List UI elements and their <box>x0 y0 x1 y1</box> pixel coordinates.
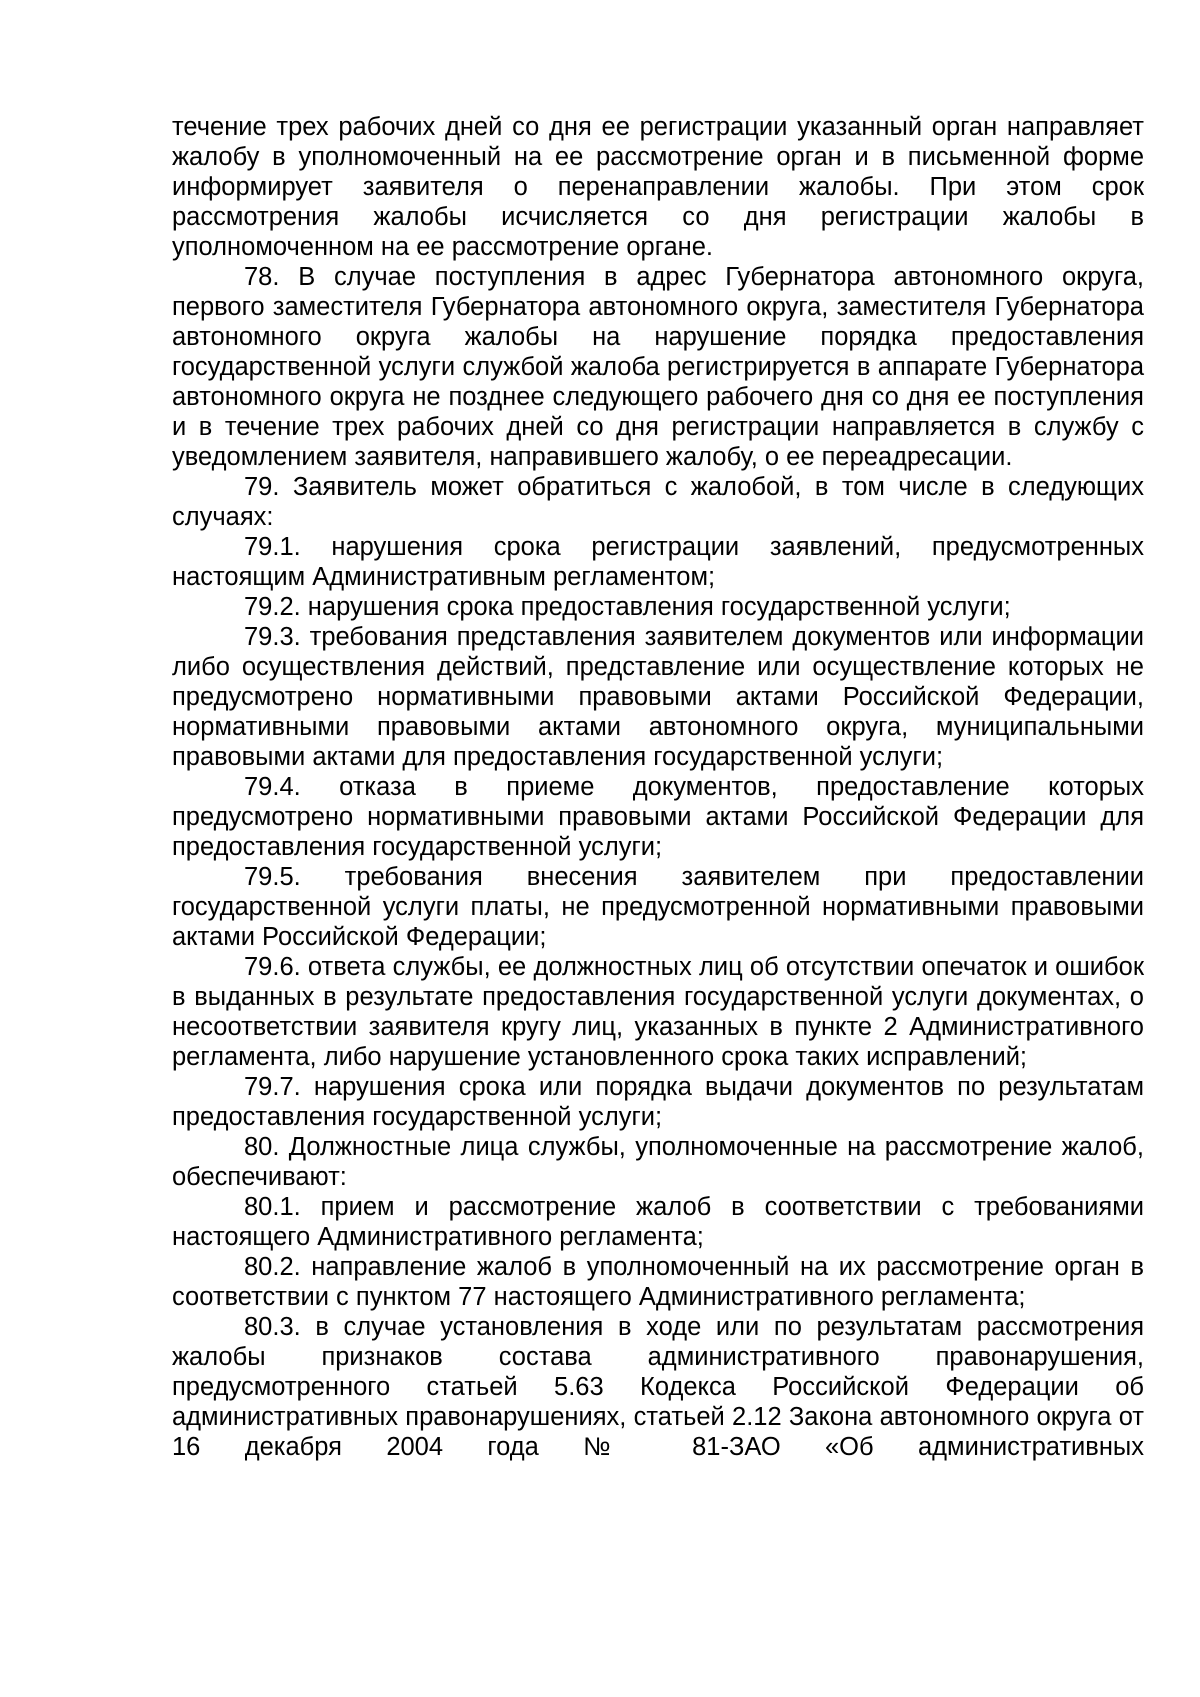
paragraph-79: 79. Заявитель может обратиться с жалобой, в том числе в следующих случаях: <box>172 473 1144 531</box>
paragraph-80: 80. Должностные лица службы, уполномоченные на рассмотрение жалоб, обеспечивают: <box>172 1133 1144 1191</box>
paragraph-78: 78. В случае поступления в адрес Губернатора автономного округа, первого заместителя Губернатора автономного округа, заместителя Губернатора автономного округа жалобы на нарушение порядка предоставления государственной услуги службой жалоба регистрируется в аппарате Губернатора автономного округа не позднее следующего рабочего дня со дня ее поступления и в течение трех рабочих дней со дня регистрации направляется в службу с уведомлением заявителя, направившего жалобу, о ее переадресации. <box>172 263 1144 471</box>
paragraph-79-3: 79.3. требования представления заявителем документов или информации либо осуществления действий, представление или осуществление которых не предусмотрено нормативными правовыми актами Российской Федерации, нормативными правовыми актами автономного округа, муниципальными правовыми актами для предоставления государственной услуги; <box>172 623 1144 771</box>
paragraph-79-6: 79.6. ответа службы, ее должностных лиц об отсутствии опечаток и ошибок в выданных в результате предоставления государственной услуги документах, о несоответствии заявителя кругу лиц, указанных в пункте 2 Административного регламента, либо нарушение установленного срока таких исправлений; <box>172 953 1144 1071</box>
document-page <box>172 112 1144 1462</box>
paragraph-continuation: течение трех рабочих дней со дня ее регистрации указанный орган направляет жалобу в уполномоченный на ее рассмотрение орган и в письменной форме информирует заявителя о перенаправлении жалобы. При этом срок рассмотрения жалобы исчисляется со дня регистрации жалобы в уполномоченном на ее рассмотрение органе. <box>172 113 1144 261</box>
paragraph-79-2: 79.2. нарушения срока предоставления государственной услуги; <box>244 593 1011 621</box>
paragraph-80-3: 80.3. в случае установления в ходе или по результатам рассмотрения жалобы признаков состава административного правонарушения, предусмотренного статьей 5.63 Кодекса Российской Федерации об административных правонарушениях, статьей 2.12 Закона автономного округа от 16 декабря 2004 года № 81-ЗАО «Об административных <box>172 1313 1144 1461</box>
paragraph-79-4: 79.4. отказа в приеме документов, предоставление которых предусмотрено нормативными правовыми актами Российской Федерации для предоставления государственной услуги; <box>172 773 1144 861</box>
paragraph-79-1: 79.1. нарушения срока регистрации заявлений, предусмотренных настоящим Административным регламентом; <box>172 533 1144 591</box>
paragraph-79-5: 79.5. требования внесения заявителем при предоставлении государственной услуги платы, не предусмотренной нормативными правовыми актами Российской Федерации; <box>172 863 1144 951</box>
paragraph-80-1: 80.1. прием и рассмотрение жалоб в соответствии с требованиями настоящего Административного регламента; <box>172 1193 1144 1251</box>
paragraph-79-7: 79.7. нарушения срока или порядка выдачи документов по результатам предоставления государственной услуги; <box>172 1073 1144 1131</box>
paragraph-80-2: 80.2. направление жалоб в уполномоченный на их рассмотрение орган в соответствии с пунктом 77 настоящего Административного регламента; <box>172 1253 1144 1311</box>
